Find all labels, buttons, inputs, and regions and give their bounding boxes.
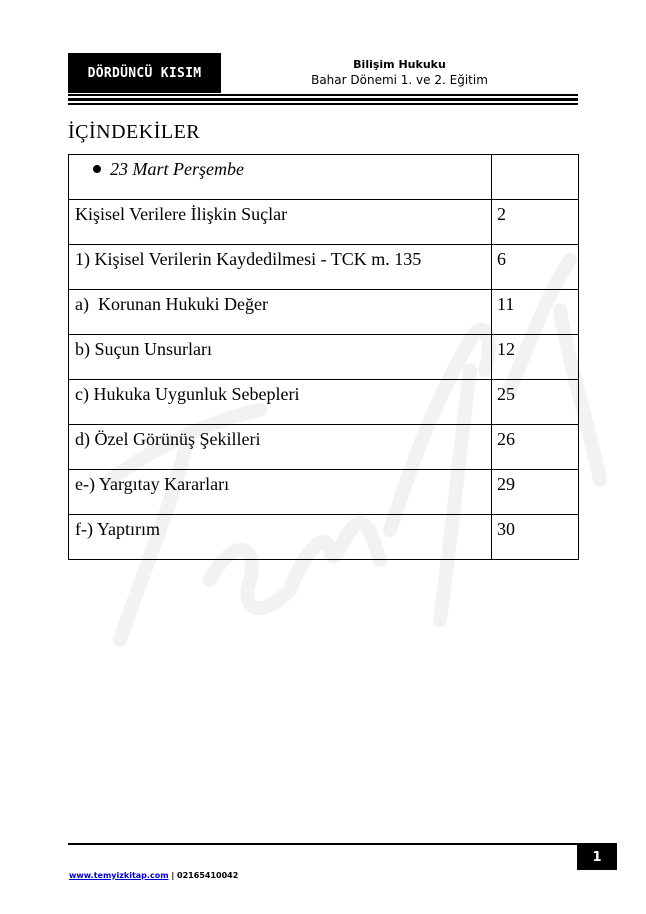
toc-row[interactable] xyxy=(69,245,579,290)
toc-title: İÇİNDEKİLER xyxy=(68,121,201,143)
toc-page-number: 11 xyxy=(492,290,579,335)
footer-contact xyxy=(69,871,238,880)
toc-page-number xyxy=(492,155,579,200)
toc-entry-label[interactable]: e-) Yargıtay Kararları xyxy=(69,470,492,515)
header-rule xyxy=(68,98,578,101)
toc-page-number: 2 xyxy=(492,200,579,245)
toc-entry-text: a) Korunan Hukuki Değer xyxy=(75,294,268,314)
toc-entry-label[interactable]: d) Özel Görünüş Şekilleri xyxy=(69,425,492,470)
toc-table xyxy=(68,154,579,560)
toc-entry[interactable] xyxy=(69,155,492,200)
section-tag: DÖRDÜNCÜ KISIM xyxy=(68,53,221,93)
toc-row[interactable] xyxy=(69,470,579,515)
toc-row[interactable] xyxy=(69,290,579,335)
toc-page-number: 30 xyxy=(492,515,579,560)
toc-page-number: 29 xyxy=(492,470,579,515)
toc-page-number: 25 xyxy=(492,380,579,425)
bullet-icon xyxy=(93,165,101,173)
footer-rule xyxy=(68,843,617,845)
toc-page-number: 12 xyxy=(492,335,579,380)
toc-row[interactable] xyxy=(69,200,579,245)
toc-entry-label[interactable]: 1) Kişisel Verilerin Kaydedilmesi - TCK m. 135 xyxy=(69,245,492,290)
toc-row[interactable] xyxy=(69,425,579,470)
toc-entry-label[interactable]: c) Hukuka Uygunluk Sebepleri xyxy=(69,380,492,425)
toc-entry-label[interactable]: f-) Yaptırım xyxy=(69,515,492,560)
toc-row[interactable] xyxy=(69,155,579,200)
course-subtitle: Bahar Dönemi 1. ve 2. Eğitim xyxy=(311,73,488,87)
header-rule xyxy=(68,94,578,96)
toc-row[interactable] xyxy=(69,515,579,560)
toc-entry-label[interactable]: b) Suçun Unsurları xyxy=(69,335,492,380)
toc-entry-label: 23 Mart Perşembe xyxy=(110,159,244,179)
phone-number: 02165410042 xyxy=(177,871,239,880)
course-title: Bilişim Hukuku xyxy=(353,58,446,71)
footer-separator: | xyxy=(171,871,175,880)
toc-page-number: 26 xyxy=(492,425,579,470)
toc-page-number: 6 xyxy=(492,245,579,290)
toc-entry-label[interactable]: Kişisel Verilere İlişkin Suçlar xyxy=(69,200,492,245)
toc-row[interactable] xyxy=(69,335,579,380)
header-titles xyxy=(221,57,578,88)
toc-entry-label[interactable] xyxy=(69,290,492,335)
header-rule xyxy=(68,103,578,105)
website-link[interactable]: www.temyizkitap.com xyxy=(69,871,169,880)
page-number: 1 xyxy=(577,845,617,870)
toc-row[interactable] xyxy=(69,380,579,425)
page-header xyxy=(68,53,578,103)
